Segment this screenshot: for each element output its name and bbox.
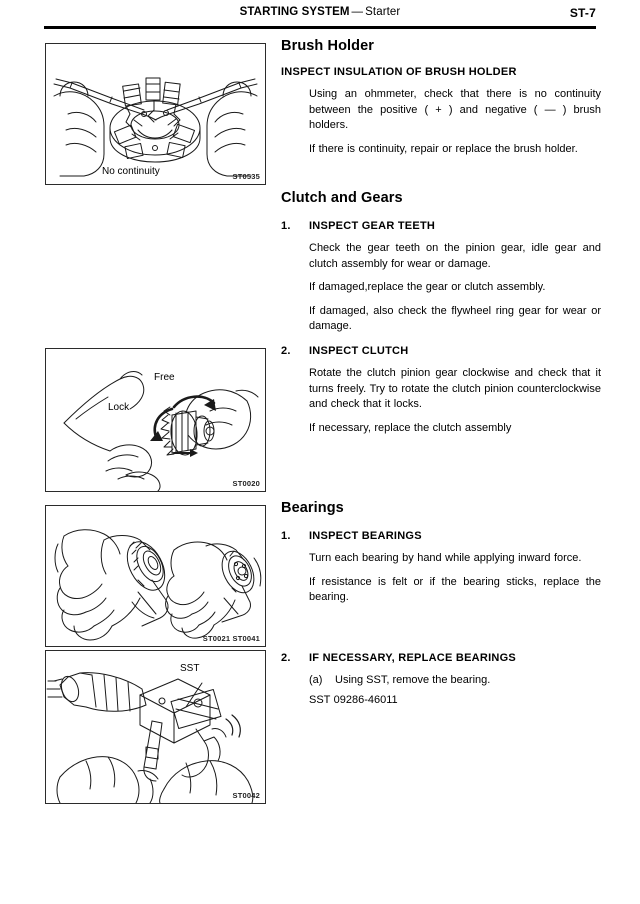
figure-label-sst: SST	[180, 663, 200, 674]
sub-item-a-text: Using SST, remove the bearing.	[335, 674, 491, 686]
figure-code-st0535: ST0535	[232, 172, 260, 181]
sub-item-a	[281, 673, 601, 689]
header-system-name: STARTING SYSTEM	[239, 6, 350, 18]
header-subject: Starter	[365, 6, 401, 18]
section-bearings	[281, 500, 601, 606]
figure-bearing-inspection	[45, 505, 266, 647]
sub-item-a-marker: (a)	[309, 674, 323, 686]
para-bearings-1: Turn each bearing by hand while applying inward force.	[309, 552, 582, 564]
figure-caption-no-continuity: No continuity	[102, 166, 160, 177]
step-2-number: 2.	[281, 345, 291, 357]
figure-bearing-replacement-sst	[45, 650, 266, 804]
header-divider-rule	[44, 26, 596, 29]
para-clutch-2: If necessary, replace the clutch assembly	[309, 421, 512, 434]
step-head-inspect-insulation: INSPECT INSULATION OF BRUSH HOLDER	[281, 66, 517, 78]
heading-brush-holder: Brush Holder	[281, 38, 375, 54]
step-1-title: INSPECT GEAR TEETH	[309, 220, 436, 232]
bearings-step-2-number: 2.	[281, 652, 291, 664]
figure-label-free: Free	[154, 372, 175, 383]
para-brush-holder-2: If there is continuity, repair or replace the brush holder.	[309, 142, 578, 155]
header-dash: —	[351, 6, 364, 18]
section-replace-bearings	[281, 652, 601, 708]
figure-label-lock: Lock	[108, 402, 130, 413]
para-gear-teeth-2: If damaged,replace the gear or clutch assembly.	[309, 281, 546, 293]
figure-clutch-rotation-test	[45, 348, 266, 492]
page-number: ST-7	[569, 6, 596, 20]
sst-bearing-puller-illustration	[46, 651, 265, 803]
step-2-title: INSPECT CLUTCH	[309, 345, 409, 357]
figure-brush-holder-continuity-test	[45, 43, 266, 185]
step-1-number: 1.	[281, 220, 291, 232]
section-brush-holder	[281, 38, 601, 157]
step-2-inspect-clutch	[281, 345, 601, 357]
bearings-step-1-title: INSPECT BEARINGS	[309, 530, 422, 542]
step-1-inspect-bearings	[281, 530, 601, 542]
bearings-step-2-title: IF NECESSARY, REPLACE BEARINGS	[309, 652, 516, 664]
step-2-replace-bearings	[281, 652, 601, 664]
sst-part-number: SST 09286-46011	[309, 693, 398, 706]
para-gear-teeth-1: Check the gear teeth on the pinion gear, idle gear and clutch assembly for wear or damage.	[309, 242, 601, 270]
heading-bearings: Bearings	[281, 500, 344, 516]
figure-code-st0021-st0041: ST0021 ST0041	[202, 634, 260, 643]
step-1-inspect-gear-teeth	[281, 220, 601, 232]
bearing-inspection-illustration	[46, 506, 265, 646]
bearings-step-1-number: 1.	[281, 530, 291, 542]
header-title	[44, 6, 596, 18]
clutch-illustration	[46, 349, 265, 491]
section-clutch-and-gears	[281, 190, 601, 335]
para-gear-teeth-3: If damaged, also check the flywheel ring gear for wear or damage.	[309, 304, 601, 332]
heading-clutch-and-gears: Clutch and Gears	[281, 190, 403, 206]
section-inspect-clutch	[281, 345, 601, 436]
para-clutch-1: Rotate the clutch pinion gear clockwise and check that it turns freely. Try to rotate the clutch pinion counterclockwise and check that it locks.	[309, 367, 601, 410]
brush-holder-illustration	[46, 44, 265, 184]
para-brush-holder-1: Using an ohmmeter, check that there is no continuity between the positive ( + ) and negative ( — ) brush holders.	[309, 88, 601, 131]
figure-code-st0020: ST0020	[232, 479, 260, 488]
figure-code-st0042: ST0042	[232, 791, 260, 800]
para-bearings-2: If resistance is felt or if the bearing sticks, replace the bearing.	[309, 575, 601, 603]
